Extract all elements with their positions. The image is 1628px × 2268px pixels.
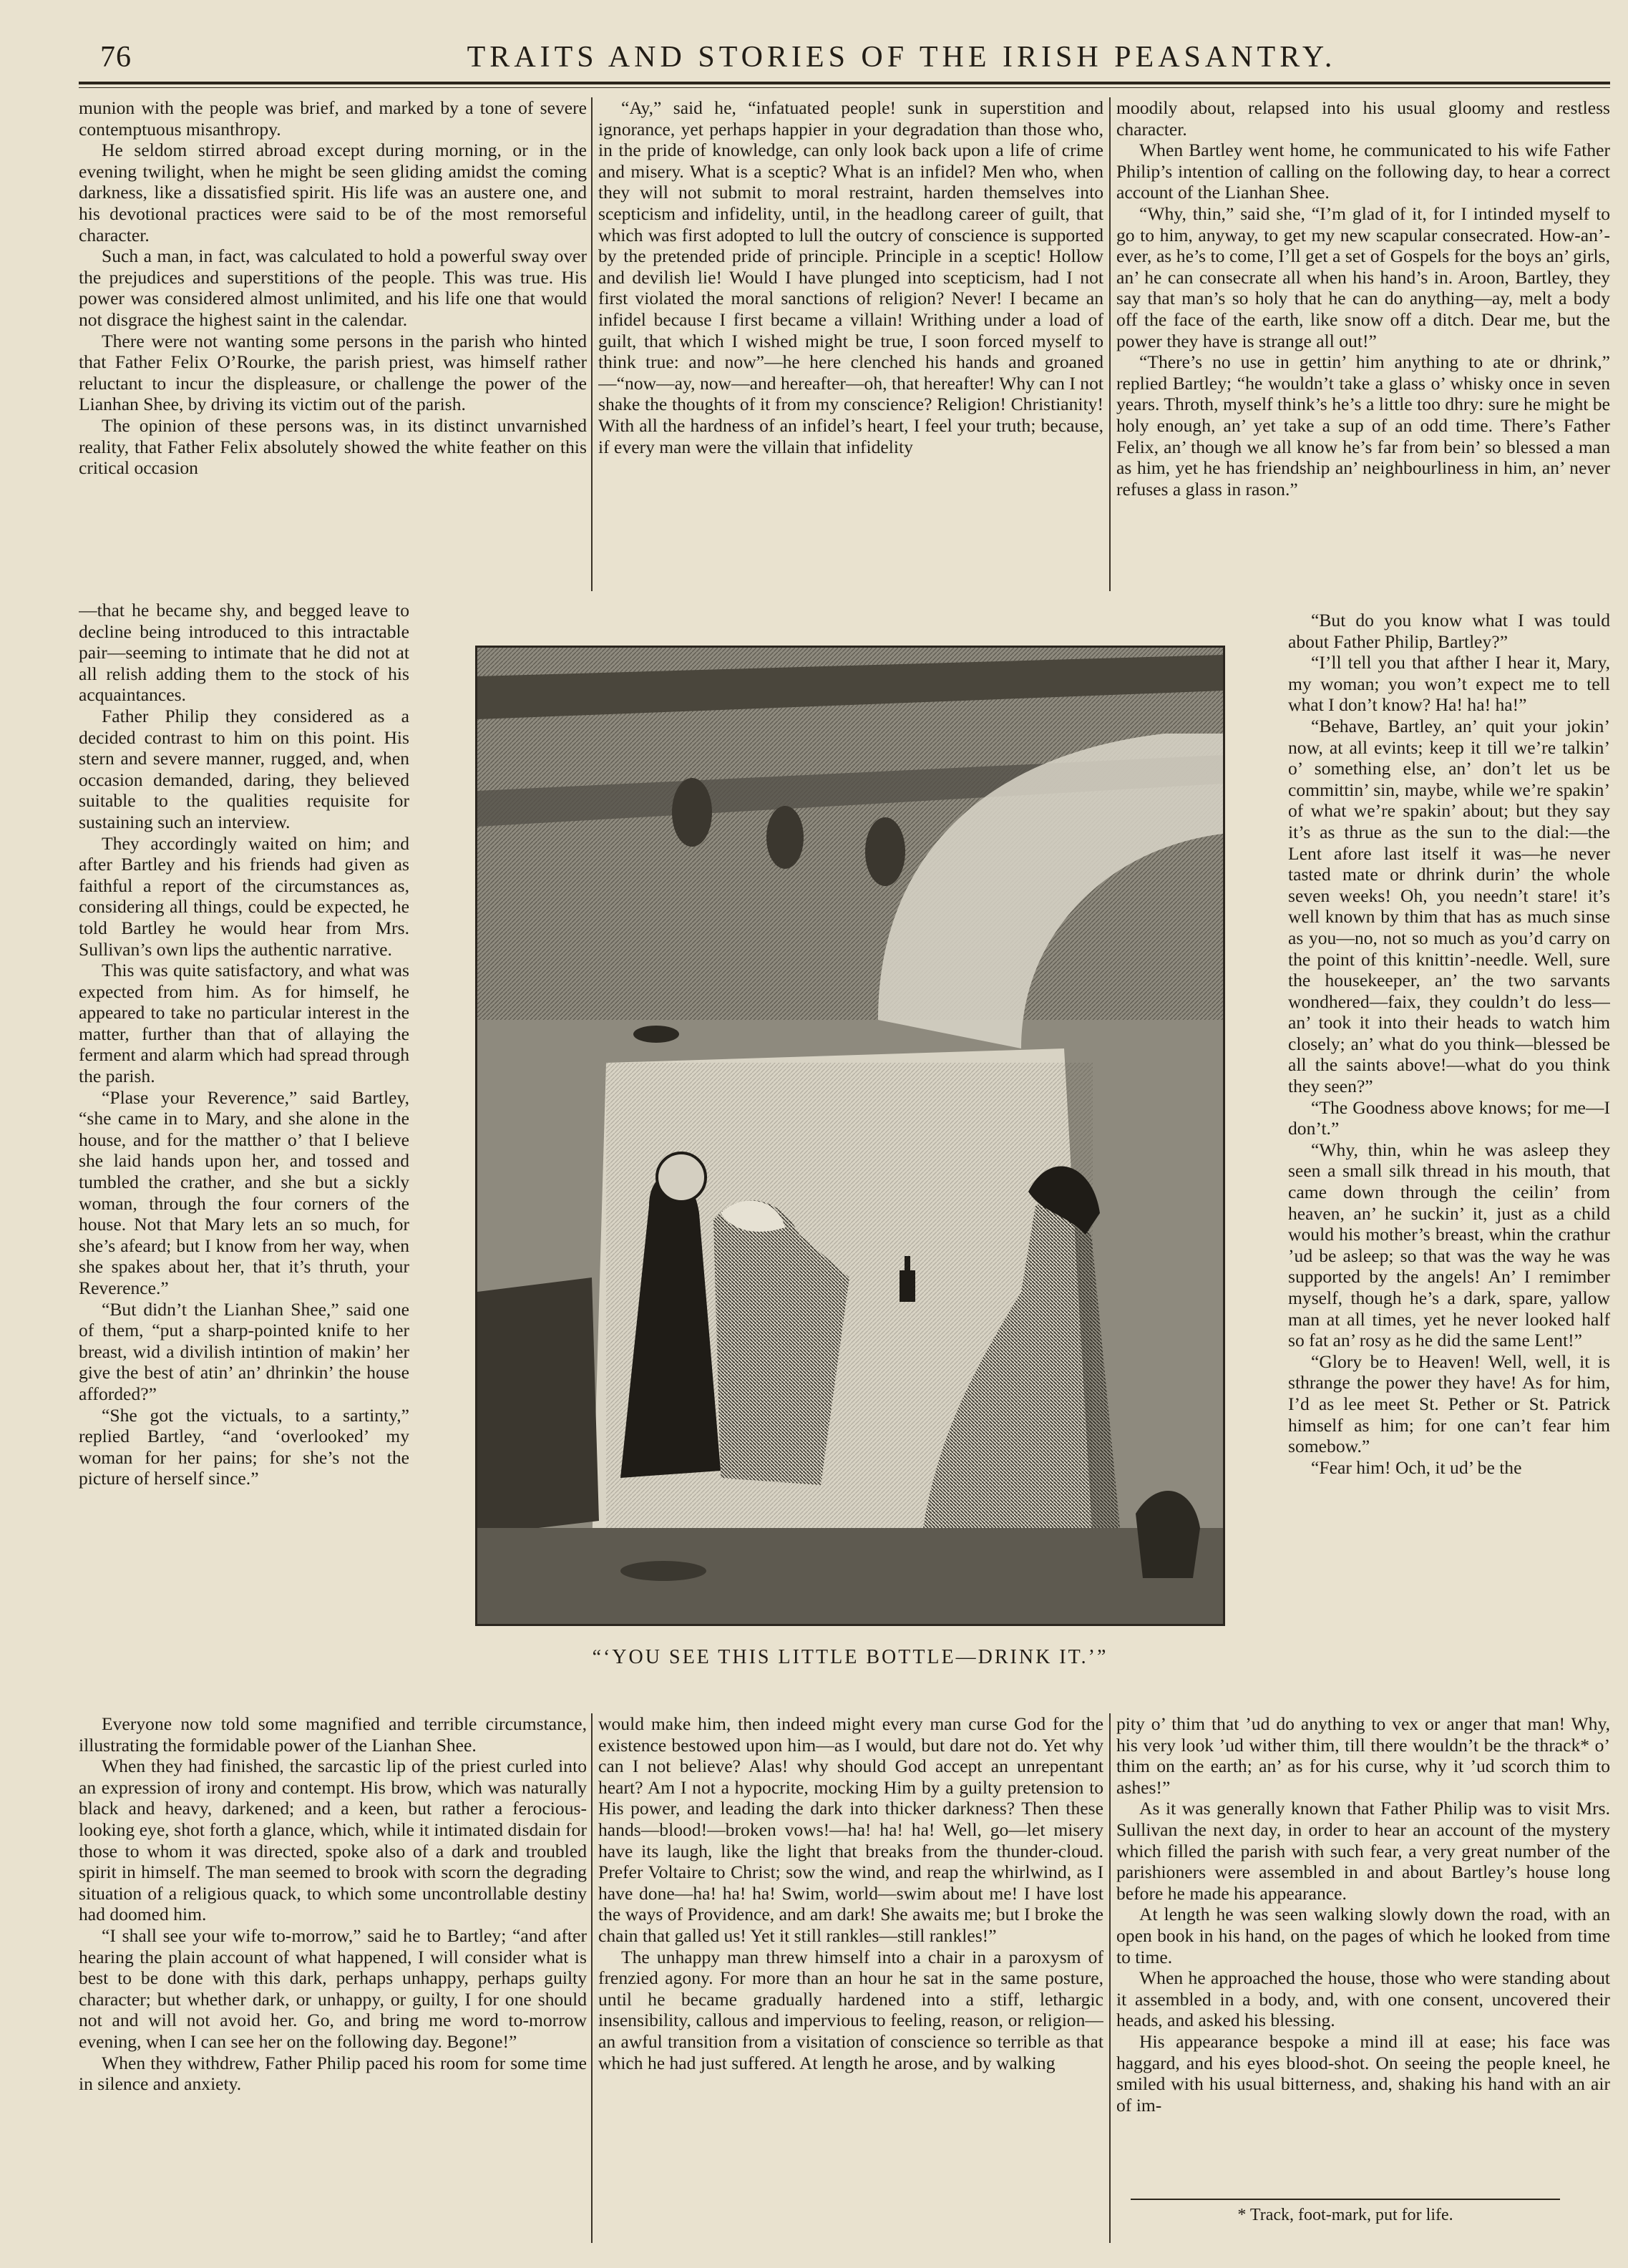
column-left-narrow	[79, 600, 409, 1702]
paragraph: “I’ll tell you that afther I hear it, Mary, my woman; you won’t expect me to tell what I don’t know? Ha! ha! ha!”	[1288, 652, 1610, 716]
paragraph: This was quite satisfactory, and what was expected from him. As for himself, he appeared to take no particular interest in the matter, further than that of allaying the ferment and alarm which had spread through the parish.	[79, 960, 409, 1087]
column-right-top	[1116, 97, 1610, 605]
footnote-rule	[1131, 2199, 1560, 2200]
paragraph: pity o’ thim that ’ud do anything to vex or anger that man! Why, his very look ’ud wither thim, till there wouldn’t be the thrack* o’ thim on the earth; an’ as for his curse, why it ’ud scorch thim to ashes!”	[1116, 1713, 1610, 1798]
paragraph: They accordingly waited on him; and after Bartley and his friends had given as faithful a report of the circumstances as, considering all things, could be expected, he told Bartley he would hear from Mrs. Sullivan’s own lips the authentic narrative.	[79, 832, 409, 960]
paragraph: He seldom stirred abroad except during morning, or in the evening twilight, when he might be seen gliding amidst the coming darkness, like a dissatisfied spirit. His life was an austere one, and his devotional practices were said to be of the most remorseful character.	[79, 140, 587, 245]
running-title: TRAITS AND STORIES OF THE IRISH PEASANTRY.	[467, 41, 1337, 74]
paragraph: “Glory be to Heaven! Well, well, it is sthrange the power they have! As for him, I’d as lee meet St. Pether or St. Patrick himself as him; for one can’t fear him somebow.”	[1288, 1350, 1610, 1457]
paragraph: “Plase your Reverence,” said Bartley, “she came in to Mary, and she alone in the house, and for the matther o’ that I believe she laid hands upon her, and tossed and tumbled the crather, and she but a sickly woman, through the four corners of the house. Not that Mary lets an so much, for she’s afeard; but I know from her way, when she spakes about her, that it’s thruth, your Reverence.”	[79, 1086, 409, 1298]
paragraph: “I shall see your wife to-morrow,” said he to Bartley; “and after hearing the plain account of what happened, I will consider what is best to be done with this dark, perhaps unhappy, perhaps guilty character; but whether dark, or unhappy, or guilty, I for one should not and will not avoid her. Go, and bring me word to-morrow evening, when I can see her on the following day. Begone!”	[79, 1924, 587, 2052]
page-number: 76	[100, 41, 132, 74]
paragraph: Father Philip they considered as a decided contrast to him on this point. His stern and severe manner, rugged, and, when occasion demanded, daring, they believed suitable to the qualities requisite for sustaining such an interview.	[79, 705, 409, 832]
paragraph: The opinion of these persons was, in its distinct unvarnished reality, that Father Felix absolutely showed the white feather on this critical occasion	[79, 414, 587, 479]
paragraph: As it was generally known that Father Philip was to visit Mrs. Sullivan the next day, in order to hear an account of the mystery which filled the parish with such fear, a very great number of the parishioners were assembled in and about Bartley’s house long before he made his appearance.	[1116, 1798, 1610, 1904]
header-rule	[79, 82, 1610, 84]
paragraph: When he approached the house, those who were standing about it assembled in a body, and, with one consent, uncovered their heads, and asked his blessing.	[1116, 1967, 1610, 2031]
paragraph: “The Goodness above knows; for me—I don’t.”	[1288, 1096, 1610, 1139]
column-divider	[1109, 1713, 1111, 2243]
column-left-top	[79, 97, 587, 591]
paragraph: “Ay,” said he, “infatuated people! sunk in superstition and ignorance, yet perhaps happier in your degradation than those who, in the pride of knowledge, can only look back upon a life of crime and misery. What is a sceptic? What is an infidel? Men who, when they will not submit to moral restraint, harden themselves into scepticism and infidelity, until, in the headlong career of guilt, that which was first adopted to lull the outcry of conscience is supported by the pretended pride of principle. Principle in a sceptic! Hollow and devilish lie! Would I have plunged into scepticism, had I not first violated the moral sanctions of religion? Never! I became an infidel because I first became a villain! Writhing under a load of guilt, that which I wished might be true, I soon forced myself to think true: and now”—he here clenched his hands and groaned—“now—ay, now—and hereafter—oh, that hereafter! Why can I not shake the thoughts of it from my conscience? Religion! Christianity! With all the hardness of an infidel’s heart, I feel your truth; because, if every man were the villain that infidelity	[598, 97, 1103, 457]
paragraph: “Why, thin,” said she, “I’m glad of it, for I intinded myself to go to him, anyway, to get my new scapular consecrated. How-an’-ever, as he’s to come, I’ll get a set of Gospels for the boys an’ girls, an’ he can consecrate all when his hand’s in. Aroon, Bartley, they say that man’s so holy that he can do anything—ay, melt a body off the face of the earth, like snow off a ditch. Dear me, but the power they have is strange all out!”	[1116, 203, 1610, 351]
paragraph: “But didn’t the Lianhan Shee,” said one of them, “put a sharp-pointed knife to her breast, wid a divilish intintion of makin’ her give the best of atin’ an’ dhrinkin’ the house afforded?”	[79, 1298, 409, 1404]
figure-caption: “‘YOU SEE THIS LITTLE BOTTLE—DRINK IT.’”	[592, 1646, 1108, 1668]
paragraph: At length he was seen walking slowly down the road, with an open book in his hand, on the pages of which he looked from time to time.	[1116, 1904, 1610, 1967]
page-header	[100, 40, 1589, 80]
paragraph: “She got the victuals, to a sartinty,” replied Bartley, “and ‘overlooked’ my woman for her pains; for she’s not the picture of herself since.”	[79, 1404, 409, 1489]
engraving-drawing	[477, 648, 1223, 1624]
paragraph: His appearance bespoke a mind ill at ease; his face was haggard, and his eyes blood-shot. On seeing the people kneel, he smiled with his usual bitterness, and, shaking his hand with an air of im-	[1116, 2030, 1610, 2116]
paragraph: —that he became shy, and begged leave to decline being introduced to this intractable pair—seeming to intimate that he did not at all relish adding them to the stock of his acquaintances.	[79, 600, 409, 706]
paragraph: When they had finished, the sarcastic lip of the priest curled into an expression of irony and contempt. His brow, which was naturally black and heavy, darkened; and a keen, but rather a ferocious-looking eye, shot forth a glance, which, while it intimated disdain for those to whom it was directed, spoke also of a dark and troubled spirit in himself. The man seemed to brook with scorn the degrading situation of a religious quack, to which some uncontrollable destiny had doomed him.	[79, 1756, 587, 1925]
column-divider	[591, 97, 593, 591]
paragraph: Everyone now told some magnified and terrible circumstance, illustrating the formidable power of the Lianhan Shee.	[79, 1713, 587, 1756]
column-middle-bottom	[598, 1713, 1103, 2250]
column-middle-top	[598, 97, 1103, 591]
paragraph: “There’s no use in gettin’ him anything to ate or dhrink,” replied Bartley; “he wouldn’t take a glass o’ whisky once in seven years. Throth, myself think’s he’s a little too dhry: sure he might be holy enough, an’ yet take a sup of an odd time. There’s Father Felix, an’ though we all know he’s far from bein’ so blessed a man as him, yet he has friendship an’ neighbourliness in him, an’ never refuses a glass in rason.”	[1116, 351, 1610, 500]
paragraph: When Bartley went home, he communicated to his wife Father Philip’s intention of calling on the following day, to hear a correct account of the Lianhan Shee.	[1116, 140, 1610, 203]
column-right-bottom	[1116, 1713, 1610, 2191]
paragraph: “But do you know what I was tould about Father Philip, Bartley?”	[1288, 610, 1610, 652]
footnote: * Track, foot-mark, put for life.	[1237, 2206, 1453, 2224]
paragraph: would make him, then indeed might every man curse God for the existence bestowed upon him—as I would, but dare not do. Yet why can I not believe? Alas! why should God accept an unrepentant heart? Am I not a hypocrite, mocking Him by a guilty pretension to His power, and leading the dark into thicker darkness? Then these hands—blood!—broken vows!—ha! ha! ha! Well, go—let misery have its laugh, like the light that breaks from the thunder-cloud. Prefer Voltaire to Christ; sow the wind, and reap the whirlwind, as I have done—ha! ha! ha! Swim, world—swim about me! I have lost the ways of Providence, and am dark! She awaits me; but I broke the chain that galled us! Yet it still rankles—still rankles!”	[598, 1713, 1103, 1946]
illustration-engraving	[475, 646, 1225, 1626]
paragraph: moodily about, relapsed into his usual gloomy and restless character.	[1116, 97, 1610, 140]
paragraph: The unhappy man threw himself into a chair in a paroxysm of frenzied agony. For more than an hour he sat in the same posture, until he became gradually hardened into a stiff, lethargic insensibility, callous and impervious to feeling, reason, or religion—an awful transition from a visitation of conscience so terrible as that which he had just suffered. At length he arose, and by walking	[598, 1946, 1103, 2073]
paragraph: “Behave, Bartley, an’ quit your jokin’ now, at all evints; keep it till we’re talkin’ o’ something else, an’ don’t let us be committin’ sin, maybe, while we’re spakin’ of what we’re spakin’ about; but they say it’s as thrue as the sun to the dial:—the Lent afore last itself it was—he never tasted mate or dhrink durin’ the whole seven weeks! Oh, you needn’t stare! it’s well known by thim that has as much sinse as you—no, not so much as you’d carry on the point of this knittin’-needle. Well, sure the housekeeper, an’ the two sarvants wondhered—faix, they couldn’t do less—an’ took it into their heads to watch him closely; an’ what do you think—blessed be all the saints above!—what do you think they seen?”	[1288, 715, 1610, 1097]
header-rule-thin	[79, 87, 1610, 88]
paragraph: “Why, thin, whin he was asleep they seen a small silk thread in his mouth, that came down through the ceilin’ from heaven, an’ he suckin’ it, just as a child would his mother’s breast, whin the crathur ’ud be asleep; so that was the way he was supported by the angels! An’ I remimber myself, though he’s a dark, spare, yallow man at all times, yet he never looked half so fat an’ rosy as he did the same Lent!”	[1288, 1139, 1610, 1351]
column-right-narrow	[1288, 610, 1610, 1702]
column-left-bottom	[79, 1713, 587, 2250]
paragraph: When they withdrew, Father Philip paced his room for some time in silence and anxiety.	[79, 2052, 587, 2095]
paragraph: “Fear him! Och, it ud’ be the	[1311, 1456, 1522, 1478]
paragraph: munion with the people was brief, and marked by a tone of severe contemptuous misanthropy.	[79, 97, 587, 140]
paragraph: Such a man, in fact, was calculated to hold a powerful sway over the prejudices and superstitions of the people. This was true. His power was considered almost unlimited, and his life one that would not disgrace the highest saint in the calendar.	[79, 245, 587, 330]
column-divider	[591, 1713, 593, 2243]
column-divider	[1109, 97, 1111, 591]
paragraph: There were not wanting some persons in the parish who hinted that Father Felix O’Rourke, the parish priest, was himself rather reluctant to incur the displeasure, or challenge the power of the Lianhan Shee, by driving its victim out of the parish.	[79, 330, 587, 415]
